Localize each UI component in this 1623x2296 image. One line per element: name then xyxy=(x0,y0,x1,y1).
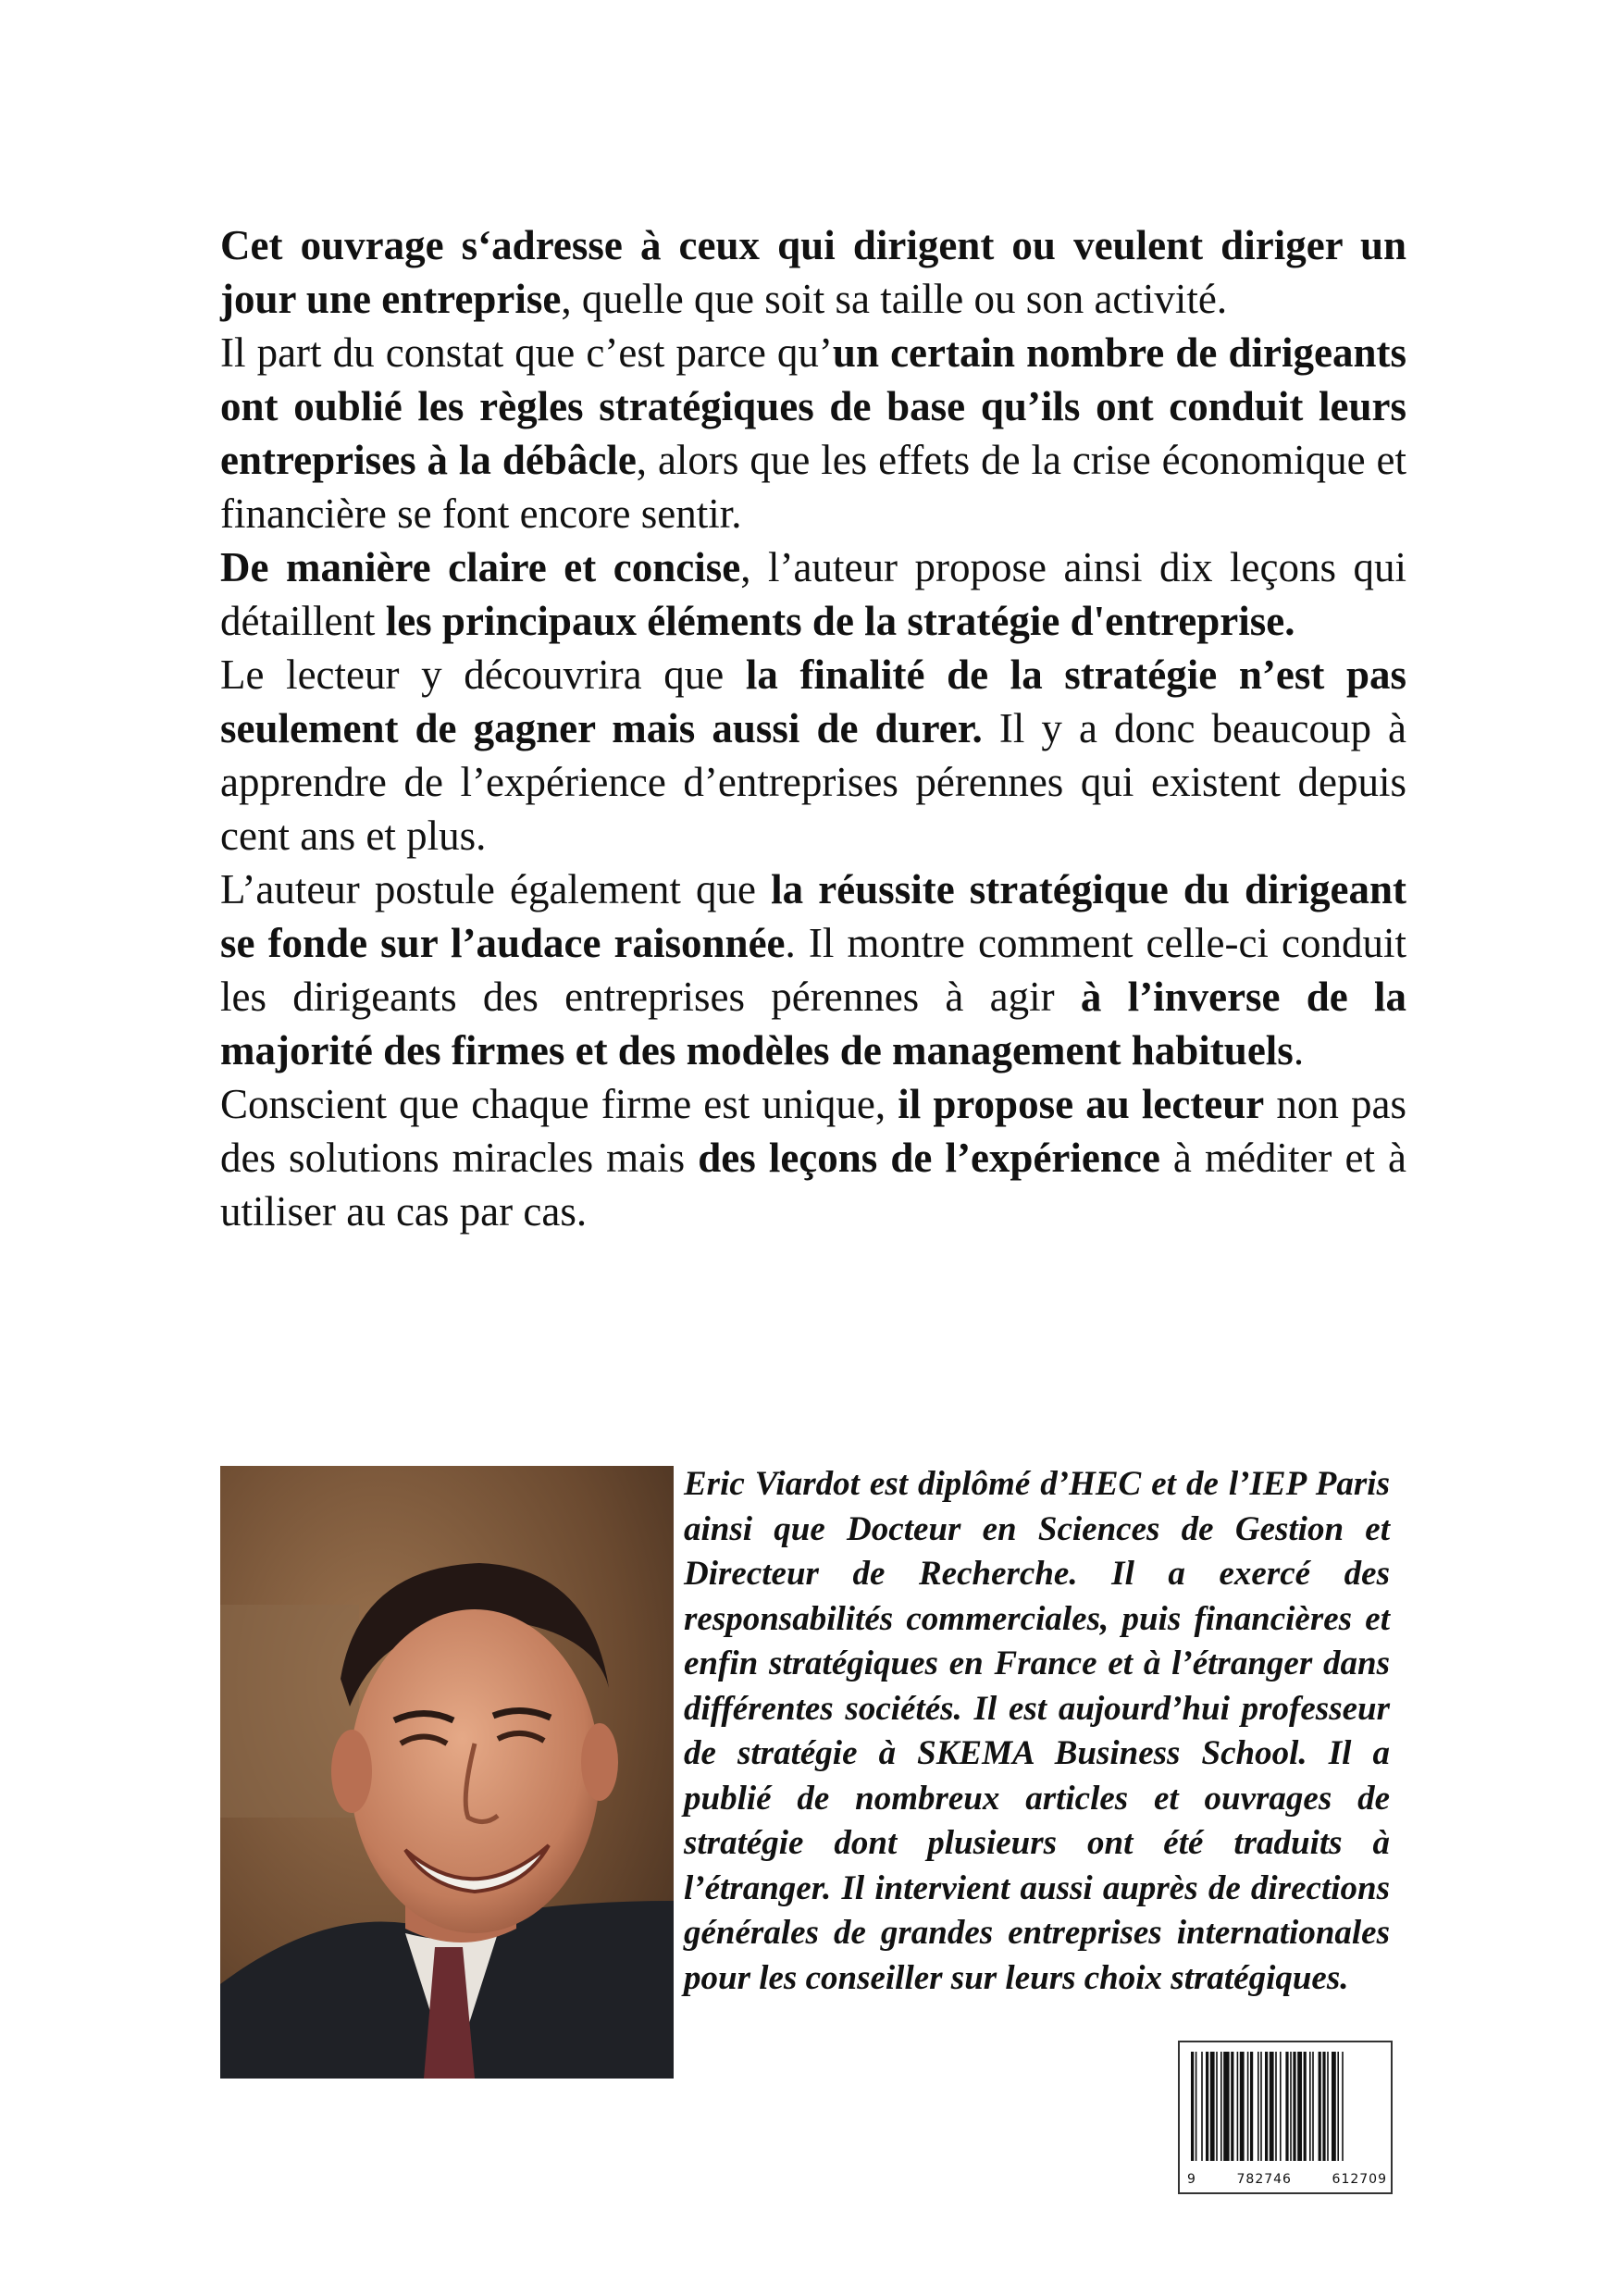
barcode-bar xyxy=(1247,2052,1249,2161)
barcode-bar xyxy=(1293,2052,1295,2161)
text: . Il montre comment celle-ci conduit les dirigeants des entreprises pérennes à agir xyxy=(220,920,1406,1020)
paragraph xyxy=(220,540,1406,648)
barcode-bar xyxy=(1332,2052,1336,2161)
barcode-digit-group: 782746 xyxy=(1236,2172,1292,2187)
author-photo xyxy=(220,1466,674,2079)
text: Il part du constat que c’est parce qu’ xyxy=(220,329,833,376)
text: L’auteur postule également que xyxy=(220,866,772,912)
barcode-bar xyxy=(1201,2052,1203,2161)
barcode-bar xyxy=(1322,2052,1325,2161)
text: Le lecteur y découvrira que xyxy=(220,652,746,698)
barcode-bar xyxy=(1260,2052,1262,2161)
barcode-bar xyxy=(1312,2052,1314,2161)
barcode-bars xyxy=(1191,2052,1381,2161)
bold-text: il propose au lecteur xyxy=(898,1081,1265,1127)
bold-text: un certain nombre de dirigeants ont oublié les règles stratégiques de base qu’ils ont conduit leurs entreprises à la débâcle xyxy=(220,329,1406,483)
barcode-bar xyxy=(1196,2052,1197,2161)
barcode-bar xyxy=(1258,2052,1259,2161)
text: non pas des solutions miracles mais xyxy=(220,1081,1406,1181)
barcode-bar xyxy=(1337,2052,1339,2161)
bold-text: à l’inverse de la majorité des firmes et des modèles de management habituels xyxy=(220,974,1406,1074)
bold-text: les principaux éléments de la stratégie d'entreprise. xyxy=(385,598,1295,644)
bold-text: De manière claire et concise xyxy=(220,544,741,590)
text: , alors que les effets de la crise économique et financière se font encore sentir. xyxy=(220,437,1406,537)
barcode-bar xyxy=(1206,2052,1208,2161)
barcode-bar xyxy=(1304,2052,1307,2161)
barcode-bar xyxy=(1327,2052,1329,2161)
barcode-bar xyxy=(1275,2052,1277,2161)
barcode-bar xyxy=(1240,2052,1245,2161)
back-cover-text xyxy=(220,218,1406,1238)
paragraph xyxy=(220,1077,1406,1238)
bold-text: la réussite stratégique du dirigeant se fonde sur l’audace raisonnée xyxy=(220,866,1407,966)
barcode-bar xyxy=(1270,2052,1274,2161)
barcode-bar xyxy=(1309,2052,1311,2161)
barcode-bar xyxy=(1216,2052,1218,2161)
isbn-barcode xyxy=(1178,2041,1393,2194)
barcode-bar xyxy=(1342,2052,1344,2161)
paragraph xyxy=(220,326,1406,540)
text: , l’auteur propose ainsi dix leçons qui détaillent xyxy=(220,544,1406,644)
barcode-bar xyxy=(1191,2052,1194,2161)
barcode-bar xyxy=(1210,2052,1215,2161)
barcode-bar xyxy=(1231,2052,1233,2161)
paragraph xyxy=(220,863,1406,1077)
barcode-bar xyxy=(1223,2052,1229,2161)
barcode-bar xyxy=(1220,2052,1222,2161)
barcode-bar xyxy=(1319,2052,1321,2161)
text: Il y a donc beaucoup à apprendre de l’expérience d’entreprises pérennes qui existent depuis cent ans et plus. xyxy=(220,705,1406,859)
text: . xyxy=(1293,1027,1305,1074)
barcode-bar xyxy=(1250,2052,1253,2161)
text: à méditer et à utiliser au cas par cas. xyxy=(220,1135,1406,1235)
barcode-bar xyxy=(1280,2052,1282,2161)
text: Conscient que chaque firme est unique, xyxy=(220,1081,898,1127)
barcode-digit-group: 612709 xyxy=(1332,2172,1387,2187)
bold-text: la finalité de la stratégie n’est pas seulement de gagner mais aussi de durer. xyxy=(220,652,1406,751)
barcode-bar xyxy=(1285,2052,1288,2161)
author-bio: Eric Viardot est diplômé d’HEC et de l’IEP Paris ainsi que Docteur en Sciences de Gestion et Directeur de Recherche. Il a exercé des responsabilités commerciales, puis financières et enfin stratégiques en France et à l’étranger dans différentes sociétés. Il est aujourd’hui professeur de stratégie à SKEMA Business School. Il a publié de nombreux articles et ouvrages de stratégie dont plusieurs ont été traduits à l’étranger. Il intervient aussi auprès de directions générales de grandes entreprises internationales pour les conseiller sur leurs choix stratégiques. xyxy=(684,1465,1390,1997)
bold-text: Cet ouvrage s‘adresse à ceux qui dirigent ou veulent diriger un jour une entreprise xyxy=(220,222,1406,322)
barcode-bar xyxy=(1290,2052,1292,2161)
paragraph xyxy=(220,218,1406,326)
barcode-bar xyxy=(1297,2052,1302,2161)
barcode-digit-group: 9 xyxy=(1187,2172,1196,2187)
bold-text: des leçons de l’expérience xyxy=(698,1135,1160,1181)
barcode-bar xyxy=(1237,2052,1239,2161)
barcode-digits xyxy=(1187,2172,1387,2187)
barcode-bar xyxy=(1265,2052,1268,2161)
paragraph xyxy=(220,648,1406,863)
text: , quelle que soit sa taille ou son activité. xyxy=(561,276,1228,322)
